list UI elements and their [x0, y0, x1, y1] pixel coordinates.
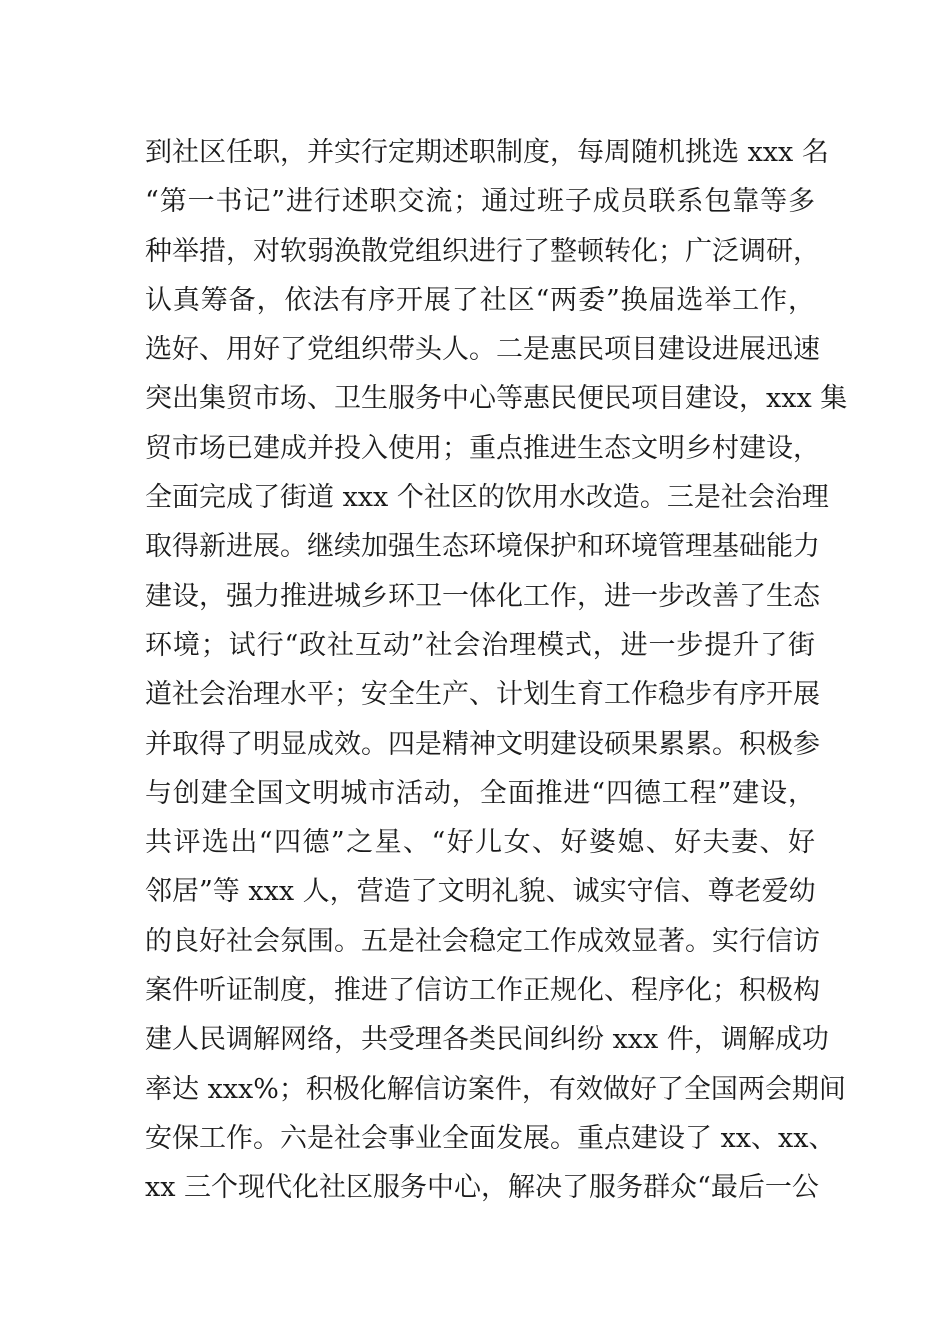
text-line: 与创建全国文明城市活动，全面推进“四德工程”建设， [145, 777, 815, 809]
text-line: 认真筹备，依法有序开展了社区“两委”换届选举工作， [145, 284, 815, 316]
text-line: 邻居”等 xxx 人，营造了文明礼貌、诚实守信、尊老爱幼 [145, 876, 816, 908]
text-line: 取得新进展。继续加强生态环境保护和环境管理基础能力 [145, 531, 820, 563]
text-line: 到社区任职，并实行定期述职制度，每周随机挑选 xxx 名 [145, 137, 829, 168]
text-line: 种举措，对软弱涣散党组织进行了整顿转化；广泛调研， [145, 235, 820, 267]
text-line: 环境；试行“政社互动”社会治理模式，进一步提升了街 [145, 629, 815, 661]
text-line: “第一书记”进行述职交流；通过班子成员联系包靠等多 [145, 186, 815, 218]
text-line: xx 三个现代化社区服务中心，解决了服务群众“最后一公 [145, 1172, 819, 1204]
text-line: 贸市场已建成并投入使用；重点推进生态文明乡村建设， [145, 432, 820, 464]
text-line: 共评选出“四德”之星、“好儿女、好婆媳、好夫妻、好 [145, 827, 815, 859]
text-line: 建人民调解网络，共受理各类民间纠纷 xxx 件，调解成功 [145, 1024, 829, 1056]
text-line: 全面完成了街道 xxx 个社区的饮用水改造。三是社会治理 [145, 482, 829, 514]
body-paragraph [145, 128, 848, 1213]
text-line: 的良好社会氛围。五是社会稳定工作成效显著。实行信访 [145, 925, 820, 957]
text-line: 建设，强力推进城乡环卫一体化工作，进一步改善了生态 [145, 580, 820, 612]
text-line: 安保工作。六是社会事业全面发展。重点建设了 xx、xx、 [145, 1122, 836, 1154]
text-line: 选好、用好了党组织带头人。二是惠民项目建设进展迅速 [145, 334, 820, 366]
text-line: 突出集贸市场、卫生服务中心等惠民便民项目建设，xxx 集 [145, 383, 848, 415]
text-line: 案件听证制度，推进了信访工作正规化、程序化；积极构 [145, 975, 820, 1007]
text-line: 率达 xxx%；积极化解信访案件，有效做好了全国两会期间 [145, 1073, 846, 1105]
text-line: 并取得了明显成效。四是精神文明建设硕果累累。积极参 [145, 728, 820, 760]
text-line: 道社会治理水平；安全生产、计划生育工作稳步有序开展 [145, 679, 820, 711]
